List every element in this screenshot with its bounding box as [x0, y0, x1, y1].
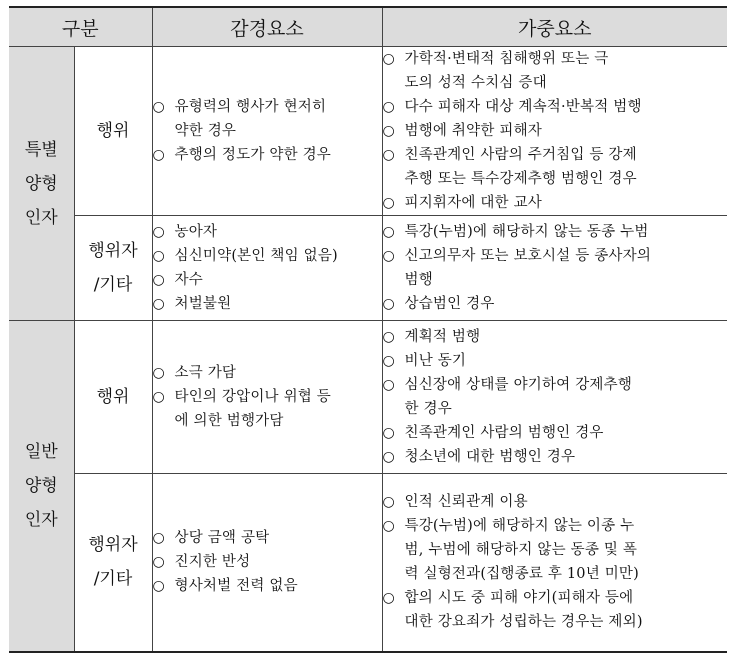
- category-general-line: 인자: [24, 509, 58, 530]
- category-general-line: 양형: [24, 475, 58, 496]
- general-act-mitigating-list: [153, 361, 382, 433]
- factor-item-line: 한 경우: [404, 401, 452, 417]
- general-act-aggravating: [382, 321, 727, 474]
- factor-item-line: ○ 추행의 정도가 약한 경우: [174, 147, 331, 163]
- factor-item: [383, 191, 728, 215]
- subcategory-general-actor: [74, 474, 152, 652]
- subcategory-label: 행위자: [88, 241, 138, 261]
- factor-item-line: ○ 유형력의 행사가 현저히: [174, 99, 327, 115]
- factor-item: [383, 586, 728, 634]
- factor-item: [383, 143, 728, 191]
- general-act-aggravating-list: [383, 325, 728, 469]
- factor-item-line: ○ 친족관계인 사람의 주거침입 등 강제: [404, 147, 637, 163]
- factor-item-line: ○ 인적 신뢰관계 이용: [404, 494, 528, 511]
- subcategory-label: 행위: [96, 121, 130, 141]
- general-act-mitigating: [152, 321, 382, 474]
- special-act-aggravating-list: [383, 47, 728, 215]
- factor-item: [153, 244, 382, 268]
- category-special-line: 특별: [24, 139, 58, 160]
- factor-item: [383, 325, 728, 349]
- factor-item-line: ○ 심신미약(본인 책임 없음): [174, 248, 338, 264]
- factor-item-line: 도의 성적 수치심 증대: [404, 75, 547, 91]
- factor-item-line: ○ 상습범인 경우: [404, 296, 495, 312]
- factor-item-line: ○ 다수 피해자 대상 계속적·반복적 범행: [404, 99, 642, 115]
- special-actor-aggravating: [382, 216, 727, 321]
- factor-item-line: ○ 특강(누범)에 해당하지 않는 동종 누범: [404, 224, 649, 240]
- subcategory-special-act: [74, 47, 152, 216]
- special-actor-aggravating-list: [383, 220, 728, 316]
- factor-item: [153, 268, 382, 292]
- header-aggravating: 가중요소: [382, 7, 727, 47]
- factor-item-line: ○ 범행에 취약한 피해자: [404, 123, 542, 139]
- header-division: 구분: [9, 7, 152, 47]
- special-actor-mitigating: [152, 216, 382, 321]
- general-actor-aggravating-list: [383, 490, 728, 634]
- factor-item: [383, 244, 728, 292]
- factor-item: [153, 220, 382, 244]
- factor-item: [383, 95, 728, 119]
- factor-item-line: ○ 처벌불원: [174, 296, 232, 312]
- factor-item-line: 범, 누범에 해당하지 않는 동종 및 폭: [404, 542, 638, 559]
- general-actor-mitigating: [152, 474, 382, 652]
- factor-item-line: ○ 심신장애 상태를 야기하여 강제추행: [404, 377, 633, 393]
- category-special-line: 인자: [24, 207, 58, 228]
- factor-item-line: 에 의한 범행가담: [174, 413, 284, 429]
- factor-item-line: ○ 소극 가담: [174, 365, 237, 381]
- factor-item-line: ○ 비난 동기: [404, 353, 467, 369]
- category-general: [9, 321, 74, 652]
- factor-item-line: ○ 형사처벌 전력 없음: [174, 578, 298, 595]
- factor-item-line: ○ 계획적 범행: [404, 329, 481, 345]
- special-act-mitigating-list: [153, 95, 382, 167]
- factor-item: [383, 220, 728, 244]
- general-actor-aggravating: [382, 474, 727, 652]
- factor-item-line: ○ 농아자: [174, 224, 218, 240]
- factor-item: [153, 143, 382, 167]
- factor-item-line: ○ 자수: [174, 272, 203, 288]
- factor-item-line: 약한 경우: [174, 123, 237, 139]
- factor-item-line: 범행: [404, 272, 433, 288]
- factor-item: [153, 550, 382, 574]
- factor-item-line: 대한 강요죄가 성립하는 경우는 제외): [404, 614, 643, 631]
- factor-item: [383, 373, 728, 421]
- factor-item-line: ○ 상당 금액 공탁: [174, 530, 270, 547]
- factor-item-line: ○ 피지휘자에 대한 교사: [404, 195, 542, 211]
- factor-item: [153, 574, 382, 598]
- factor-item-line: ○ 가학적·변태적 침해행위 또는 극: [404, 51, 609, 67]
- factor-item-line: ○ 합의 시도 중 피해 야기(피해자 등에: [404, 590, 634, 607]
- factor-item-line: ○ 청소년에 대한 범행인 경우: [404, 449, 576, 465]
- factor-item: [153, 361, 382, 385]
- category-general-line: 일반: [24, 441, 58, 462]
- factor-item: [383, 119, 728, 143]
- factor-item: [153, 292, 382, 316]
- factor-item: [153, 385, 382, 433]
- factor-item: [383, 514, 728, 586]
- category-special: [9, 47, 74, 321]
- factor-item: [383, 47, 728, 95]
- factor-item-line: ○ 신고의무자 또는 보호시설 등 종사자의: [404, 248, 652, 264]
- factor-item: [153, 526, 382, 550]
- special-act-mitigating: [152, 47, 382, 216]
- subcategory-special-actor: [74, 216, 152, 321]
- factor-item-line: 추행 또는 특수강제추행 범행인 경우: [404, 171, 637, 187]
- special-actor-mitigating-list: [153, 220, 382, 316]
- factor-item-line: ○ 진지한 반성: [174, 554, 251, 571]
- factor-item: [383, 490, 728, 514]
- factor-item-line: ○ 특강(누범)에 해당하지 않는 이종 누: [404, 518, 635, 535]
- sentencing-factors-table: [9, 6, 727, 653]
- factor-item: [153, 95, 382, 143]
- subcategory-label: 행위자: [88, 535, 138, 556]
- factor-item: [383, 421, 728, 445]
- special-act-aggravating: [382, 47, 727, 216]
- subcategory-label: /기타: [93, 275, 133, 295]
- subcategory-label: 행위: [96, 387, 130, 407]
- subcategory-general-act: [74, 321, 152, 474]
- subcategory-label: /기타: [93, 569, 133, 590]
- factor-item: [383, 349, 728, 373]
- factor-item-line: ○ 친족관계인 사람의 범행인 경우: [404, 425, 604, 441]
- factor-item: [383, 292, 728, 316]
- factor-item-line: ○ 타인의 강압이나 위협 등: [174, 389, 331, 405]
- header-mitigating: 감경요소: [152, 7, 382, 47]
- category-special-line: 양형: [24, 173, 58, 194]
- factor-item-line: 력 실형전과(집행종료 후 10년 미만): [404, 566, 639, 583]
- factor-item: [383, 445, 728, 469]
- general-actor-mitigating-list: [153, 526, 382, 598]
